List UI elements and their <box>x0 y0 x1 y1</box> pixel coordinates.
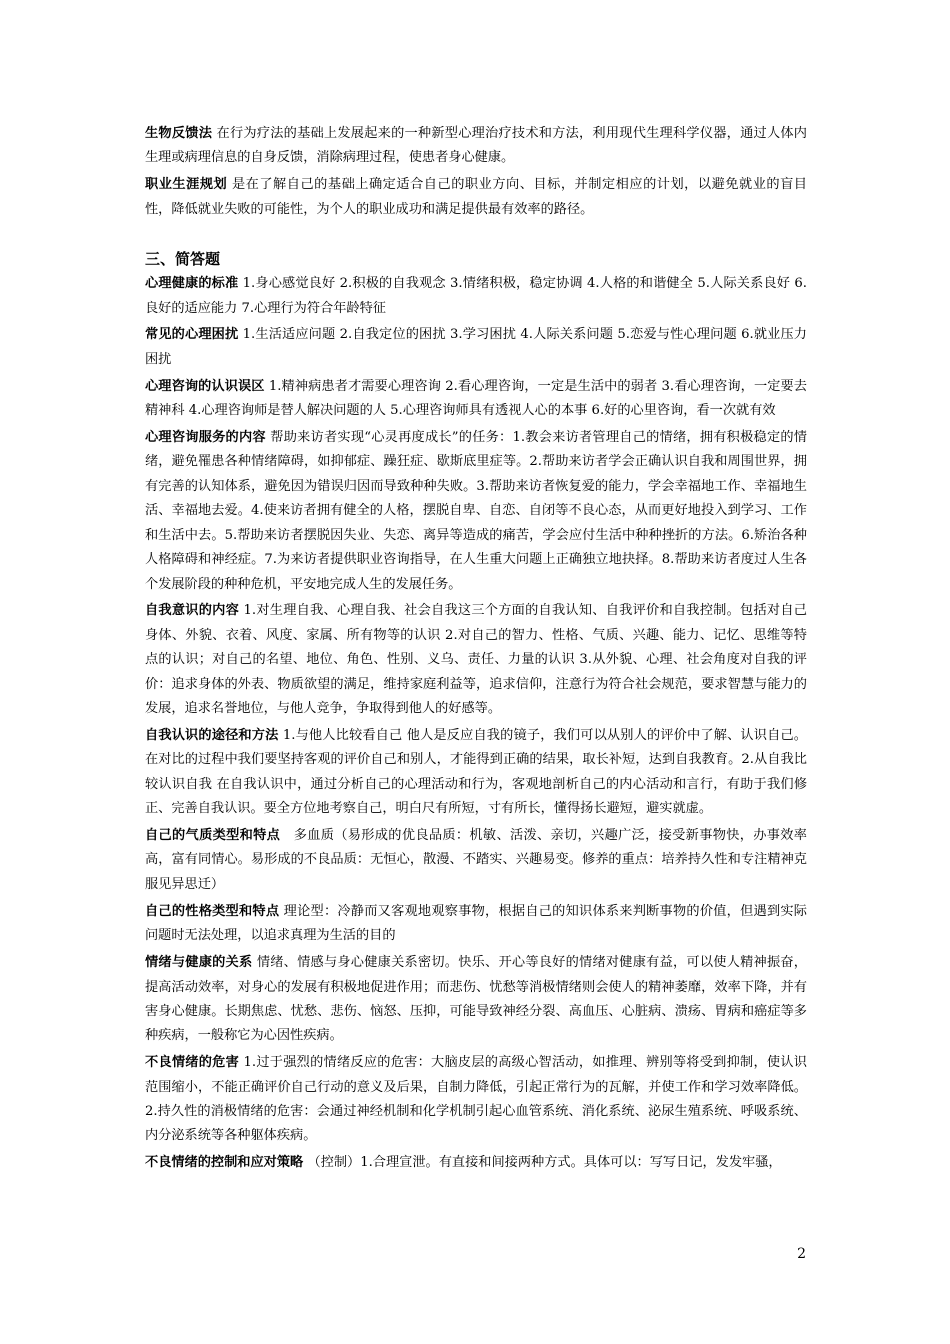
qa-entry <box>145 375 807 424</box>
entry-text: 理论型：冷静而又客观地观察事物，根据自己的知识体系来判断事物的价值，但遇到实际问题时无法处理，以追求真理为生活的目的 <box>145 903 807 944</box>
entry-text: 在行为疗法的基础上发展起来的一种新型心理治疗技术和方法，利用现代生理科学仪器，通过人体内生理或病理信息的自身反馈，消除病理过程，使患者身心健康。 <box>145 126 807 166</box>
qa-entry <box>145 1151 807 1175</box>
qa-entry <box>145 426 807 597</box>
entry-term: 情绪与健康的关系 <box>145 955 253 971</box>
qa-entry <box>145 323 807 372</box>
entry-text: 1.生活适应问题 2.自我定位的困扰 3.学习困扰 4.人际关系问题 5.恋爱与性心理问题 6.就业压力困扰 <box>145 327 807 367</box>
qa-entry <box>145 724 807 822</box>
entry-text: 1.精神病患者才需要心理咨询 2.看心理咨询，一定是生活中的弱者 3.看心理咨询，一定要去精神科 4.心理咨询师是替人解决问题的人 5.心理咨询师具有透视人心的本事 6.好的心里咨询，看一次就有效 <box>145 378 807 419</box>
entry-text: 是在了解自己的基础上确定适合自己的职业方向、目标，并制定相应的计划，以避免就业的盲目性，降低就业失败的可能性，为个人的职业成功和满足提供最有效率的路径。 <box>145 177 807 217</box>
entry-text: （控制）1.合理宣泄。有直接和间接两种方式。具体可以：写写日记，发发牢骚， <box>303 1155 782 1171</box>
definition-list <box>145 122 807 222</box>
entry-text: 多血质（易形成的优良品质：机敏、活泼、亲切，兴趣广泛，接受新事物快，办事效率高，富有同情心。易形成的不良品质：无恒心，散漫、不踏实、兴趣易变。修养的重点：培养持久性和专注精神克服见异思迁） <box>145 828 807 892</box>
entry-text: 1.对生理自我、心理自我、社会自我这三个方面的自我认知、自我评价和自我控制。包括对自己身体、外貌、衣着、风度、家属、所有物等的认识 2.对自己的智力、性格、气质、兴趣、能力、记忆、思维等特点的认识；对自己的名望、地位、角色、性别、义乌、责任、力量的认识 3.从外貌、心理、社会角度对自我的评价：追求身体的外表、物质欲望的满足，维持家庭利益等，追求信仰，注意行为符合社会规范，要求智慧与能力的发展，追求名誉地位，与他人竞争，争取得到他人的好感等。 <box>145 603 807 717</box>
entry-text: 情绪、情感与身心健康关系密切。快乐、开心等良好的情绪对健康有益，可以使人精神振奋，提高活动效率，对身心的发展有积极地促进作用；而悲伤、忧愁等消极情绪则会使人的精神萎靡，效率下降，并有害身心健康。长期焦虑、忧愁、悲伤、恼怒、压抑，可能导致神经分裂、高血压、心脏病、溃疡、胃病和癌症等多种疾病，一般称它为心因性疾病。 <box>145 955 807 1044</box>
entry-term: 心理健康的标准 <box>145 276 239 292</box>
entry-term: 自己的气质类型和特点 <box>145 828 281 844</box>
entry-text: 1.与他人比较看自己 他人是反应自我的镜子，我们可以从别人的评价中了解、认识自己。在对比的过程中我们要坚持客观的评价自己和别人，才能得到正确的结果，取长补短，达到自我教育。2.从自我比较认识自我 在自我认识中，通过分析自己的心理活动和行为，客观地剖析自己的内心活动和言行，有助于我们修正、完善自我认识。要全方位地考察自己，明白尺有所短，寸有所长，懂得扬长避短，避实就虚。 <box>145 727 807 817</box>
definition-entry <box>145 173 807 222</box>
qa-list <box>145 272 807 1176</box>
entry-text: 帮助来访者实现“心灵再度成长”的任务：1.教会来访者管理自己的情绪，拥有积极稳定的情绪，避免罹患各种情绪障碍，如抑郁症、躁狂症、歇斯底里症等。2.帮助来访者学会正确认识自我和周围世界，拥有完善的认知体系，避免因为错误归因而导致种种失败。3.帮助来访者恢复爱的能力，学会幸福地工作、幸福地生活、幸福地去爱。4.使来访者拥有健全的人格，摆脱自卑、自恋、自闭等不良心态，从而更好地投入到学习、工作和生活中去。5.帮助来访者摆脱因失业、失恋、离异等造成的痛苦，学会应付生活中种种挫折的方法。6.矫治各种人格障碍和神经症。7.为来访者提供职业咨询指导，在人生重大问题上正确独立地抉择。8.帮助来访者度过人生各个发展阶段的种种危机，平安地完成人生的发展任务。 <box>145 430 807 592</box>
qa-entry <box>145 599 807 721</box>
qa-entry <box>145 1051 807 1149</box>
entry-text: 1.身心感觉良好 2.积极的自我观念 3.情绪积极，稳定协调 4.人格的和谐健全 5.人际关系良好 6.良好的适应能力 7.心理行为符合年龄特征 <box>145 276 807 316</box>
section-heading: 三、简答题 <box>145 250 221 269</box>
document-body <box>145 122 807 1178</box>
qa-entry <box>145 951 807 1049</box>
entry-term: 自我意识的内容 <box>145 603 240 619</box>
qa-entry <box>145 824 807 897</box>
entry-text: 1.过于强烈的情绪反应的危害：大脑皮层的高级心智活动，如推理、辨别等将受到抑制，使认识范围缩小，不能正确评价自己行动的意义及后果，自制力降低，引起正常行为的瓦解，并使工作和学习效率降低。2.持久性的消极情绪的危害：会通过神经机制和化学机制引起心血管系统、消化系统、泌尿生殖系统、呼吸系统、内分泌系统等各种躯体疾病。 <box>145 1055 807 1144</box>
entry-term: 生物反馈法 <box>145 126 213 141</box>
page-number: 2 <box>797 1246 806 1262</box>
entry-term: 常见的心理困扰 <box>145 327 239 343</box>
entry-term: 心理咨询的认识误区 <box>145 378 265 394</box>
entry-term: 自己的性格类型和特点 <box>145 903 280 919</box>
entry-term: 职业生涯规划 <box>145 177 228 193</box>
entry-term: 自我认识的途径和方法 <box>145 727 279 743</box>
entry-term: 不良情绪的危害 <box>145 1055 240 1071</box>
qa-entry <box>145 900 807 949</box>
qa-entry <box>145 272 807 321</box>
entry-term: 不良情绪的控制和应对策略 <box>145 1155 304 1171</box>
entry-term: 心理咨询服务的内容 <box>145 430 266 446</box>
definition-entry <box>145 122 807 171</box>
